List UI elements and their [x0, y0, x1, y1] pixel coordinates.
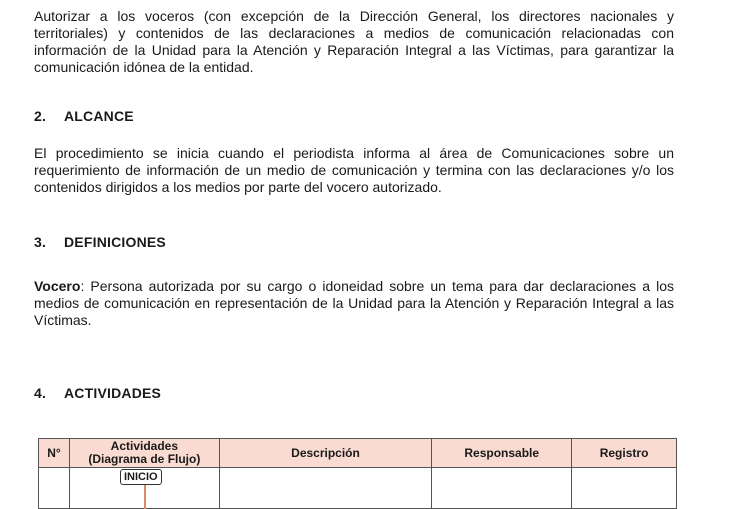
cell-description	[219, 468, 432, 509]
objective-paragraph: Autorizar a los voceros (con excepción de la Dirección General, los directores nacionales y territoriales) y contenidos de las declaraciones a medios de comunicación relacionadas con información de la Unidad para la Atención y Reparación Integral a las Víctimas, para garantizar la comunicación idónea de la entidad.	[34, 8, 674, 75]
definition-term: Vocero	[34, 278, 81, 294]
header-activities-line2: (Diagrama de Flujo)	[88, 452, 201, 466]
section-heading-actividades	[34, 385, 161, 401]
definition-paragraph	[34, 278, 674, 329]
section-title: ACTIVIDADES	[64, 385, 162, 401]
section-heading-definiciones	[34, 234, 166, 250]
alcance-paragraph: El procedimiento se inicia cuando el periodista informa al área de Comunicaciones sobre un requerimiento de información de un medio de comunicación y termina con las declaraciones y/o los contenidos dirigidos a los medios por parte del vocero autorizado.	[34, 145, 674, 195]
table-row	[39, 468, 677, 509]
definition-text: : Persona autorizada por su cargo o idoneidad sobre un tema para dar declaraciones a los medios de comunicación en representación de la Unidad para la Atención y Reparación Integral a las Víctimas.	[34, 278, 674, 328]
section-title: ALCANCE	[64, 108, 134, 124]
header-activities	[69, 439, 219, 468]
cell-flow-diagram	[69, 468, 219, 509]
activities-table	[38, 438, 677, 509]
section-heading-alcance	[34, 108, 134, 124]
section-title: DEFINICIONES	[64, 234, 166, 250]
flow-start-node: INICIO	[120, 469, 162, 485]
table-header-row	[39, 439, 677, 468]
cell-number	[39, 468, 70, 509]
section-number: 3.	[34, 234, 47, 250]
cell-responsible	[432, 468, 572, 509]
section-number: 2.	[34, 108, 47, 124]
header-activities-line1: Actividades	[110, 439, 179, 453]
header-record: Registro	[572, 439, 677, 468]
cell-record	[572, 468, 677, 509]
flow-connector-line	[144, 485, 146, 509]
section-number: 4.	[34, 385, 47, 401]
header-description: Descripción	[219, 439, 432, 468]
header-number: N°	[39, 439, 70, 468]
header-responsible: Responsable	[432, 439, 572, 468]
